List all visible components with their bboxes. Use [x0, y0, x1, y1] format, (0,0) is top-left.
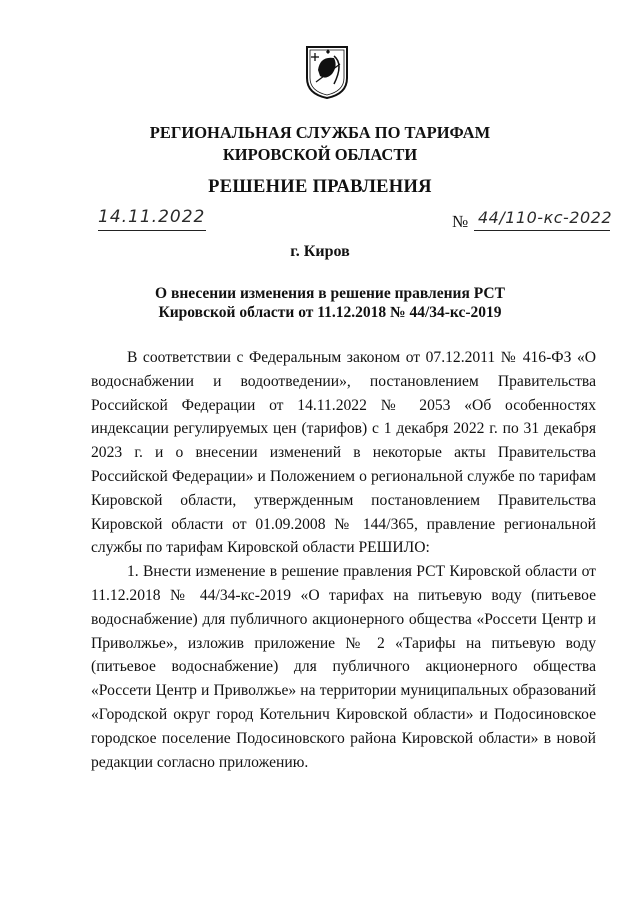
preamble-paragraph: В соответствии с Федеральным законом от 07.12.2011 № 416-ФЗ «О водоснабжении и водоотведении», постановлением Правительства Российской Федерации от 14.11.2022 № 2053 «Об особенностях индексации регулируемых цен (тарифов) с 1 декабря 2022 г. по 31 декабря 2023 г. и о внесении изменений в некоторые акты Правительства Российской Федерации» и Положением о региональной службе по тарифам Кировской области, утвержденным постановлением Правительства Кировской области от 01.09.2008 № 144/365, правление региональной службы по тарифам Кировской области РЕШИЛО: [91, 349, 596, 557]
decision-date: 14.11.2022 [98, 207, 206, 227]
number-underline [474, 230, 610, 231]
agency-name-line1: РЕГИОНАЛЬНАЯ СЛУЖБА ПО ТАРИФАМ [149, 123, 491, 142]
city: г. Киров [290, 243, 350, 260]
document-body [91, 346, 596, 774]
decision-title: РЕШЕНИЕ ПРАВЛЕНИЯ [208, 177, 432, 197]
agency-name-line2: КИРОВСКОЙ ОБЛАСТИ [222, 145, 418, 164]
date-underline [98, 230, 206, 231]
decision-number: 44/110-кс-2022 [478, 208, 613, 227]
number-sign: № [452, 212, 469, 231]
item-1-paragraph: 1. Внести изменение в решение правления РСТ Кировской области от 11.12.2018 № 44/34-кс-2019 «О тарифах на питьевую воду (питьевое водоснабжение) для публичного акционерного общества «Россети Центр и Приволжье», изложив приложение № 2 «Тарифы на питьевую воду (питьевое водоснабжение) для публичного акционерного общества «Россети Центр и Приволжье» на территории муниципальных образований «Городской округ город Котельнич Кировской области» и Подосиновское городское поселение Подосиновского района Кировской области» в новой редакции согласно приложению. [91, 563, 596, 771]
coat-of-arms-icon [304, 44, 350, 100]
decision-subject: О внесении изменения в решение правления РСТ Кировской области от 11.12.2018 № 44/34-кс-2019 [155, 285, 505, 321]
